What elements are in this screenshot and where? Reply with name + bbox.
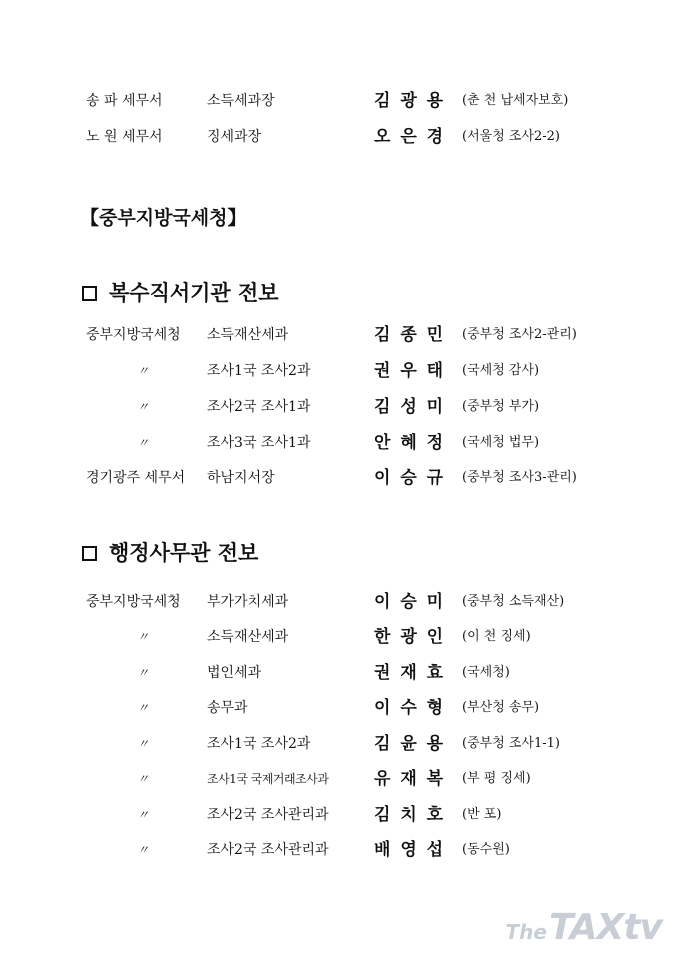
- department: 조사1국 조사2과: [207, 736, 311, 752]
- ditto-mark: 〃: [137, 772, 150, 786]
- previous-post: (춘 천 납세자보호): [462, 93, 569, 108]
- department: 부가가치세과: [207, 594, 289, 610]
- ditto-mark: 〃: [137, 808, 150, 822]
- previous-post: (이 천 징세): [462, 629, 531, 644]
- personnel-row: [0, 320, 680, 350]
- personnel-row: [0, 356, 680, 386]
- person-name: 김 치 호: [374, 805, 446, 825]
- department: 징세과장: [207, 129, 262, 145]
- previous-post: (부산청 송무): [462, 700, 540, 715]
- personnel-row: [0, 392, 680, 422]
- office-name: 경기광주 세무서: [86, 470, 186, 486]
- person-name: 권 우 태: [374, 361, 446, 381]
- ditto-mark: 〃: [137, 364, 150, 378]
- person-name: 한 광 인: [374, 627, 446, 647]
- checkbox-icon: [82, 546, 97, 561]
- personnel-row: [0, 428, 680, 458]
- person-name: 김 종 민: [374, 325, 446, 345]
- region-title: 【중부지방국세청】: [80, 207, 247, 229]
- department: 조사2국 조사관리과: [207, 842, 329, 858]
- department: 송무과: [207, 700, 248, 716]
- previous-post: (반 포): [462, 807, 502, 822]
- department: 소득세과장: [207, 93, 275, 109]
- watermark-brand: TAXtv: [548, 907, 662, 948]
- personnel-row: [0, 658, 680, 688]
- personnel-row: [0, 693, 680, 723]
- ditto-mark: 〃: [137, 630, 150, 644]
- person-name: 이 수 형: [374, 698, 446, 718]
- previous-post: (국세청): [462, 665, 510, 680]
- watermark-prefix: The: [505, 920, 547, 944]
- previous-post: (중부청 부가): [462, 399, 540, 414]
- personnel-row: [0, 729, 680, 759]
- personnel-row: [0, 463, 680, 493]
- personnel-row: [0, 587, 680, 617]
- person-name: 김 성 미: [374, 397, 446, 417]
- department: 조사1국 국제거래조사과: [207, 772, 329, 786]
- previous-post: (중부청 조사1-1): [462, 736, 561, 751]
- previous-post: (서울청 조사2-2): [462, 129, 561, 144]
- person-name: 권 재 효: [374, 663, 446, 683]
- person-name: 안 혜 정: [374, 433, 446, 453]
- section-heading: [82, 278, 279, 308]
- office-name: 송 파 세무서: [86, 93, 163, 109]
- department: 조사3국 조사1과: [207, 435, 311, 451]
- previous-post: (중부청 조사2-관리): [462, 327, 577, 342]
- section-heading: [82, 538, 258, 568]
- department: 하남지서장: [207, 470, 275, 486]
- personnel-row: [0, 122, 680, 152]
- ditto-mark: 〃: [137, 400, 150, 414]
- previous-post: (국세청 법무): [462, 435, 540, 450]
- ditto-mark: 〃: [137, 843, 150, 857]
- personnel-row: [0, 86, 680, 116]
- person-name: 오 은 경: [374, 127, 446, 147]
- person-name: 김 윤 용: [374, 734, 446, 754]
- ditto-mark: 〃: [137, 436, 150, 450]
- department: 소득재산세과: [207, 629, 289, 645]
- checkbox-icon: [82, 286, 97, 301]
- office-name: 중부지방국세청: [86, 327, 181, 343]
- department: 조사1국 조사2과: [207, 363, 311, 379]
- personnel-row: [0, 764, 680, 794]
- office-name: 중부지방국세청: [86, 594, 181, 610]
- previous-post: (국세청 감사): [462, 363, 540, 378]
- department: 소득재산세과: [207, 327, 289, 343]
- previous-post: (중부청 조사3-관리): [462, 470, 577, 485]
- previous-post: (부 평 징세): [462, 771, 531, 786]
- person-name: 배 영 섭: [374, 840, 446, 860]
- department: 조사2국 조사1과: [207, 399, 311, 415]
- person-name: 이 승 미: [374, 592, 446, 612]
- personnel-row: [0, 800, 680, 830]
- ditto-mark: 〃: [137, 701, 150, 715]
- personnel-row: [0, 622, 680, 652]
- section-title: 행정사무관 전보: [109, 541, 259, 565]
- person-name: 이 승 규: [374, 468, 446, 488]
- previous-post: (중부청 소득재산): [462, 594, 565, 609]
- office-name: 노 원 세무서: [86, 129, 163, 145]
- ditto-mark: 〃: [137, 666, 150, 680]
- ditto-mark: 〃: [137, 737, 150, 751]
- department: 법인세과: [207, 665, 262, 681]
- person-name: 유 재 복: [374, 769, 446, 789]
- previous-post: (동수원): [462, 842, 510, 857]
- department: 조사2국 조사관리과: [207, 807, 329, 823]
- section-title: 복수직서기관 전보: [109, 281, 279, 305]
- personnel-row: [0, 835, 680, 865]
- thetaxtv-watermark: [505, 907, 662, 948]
- person-name: 김 광 용: [374, 91, 446, 111]
